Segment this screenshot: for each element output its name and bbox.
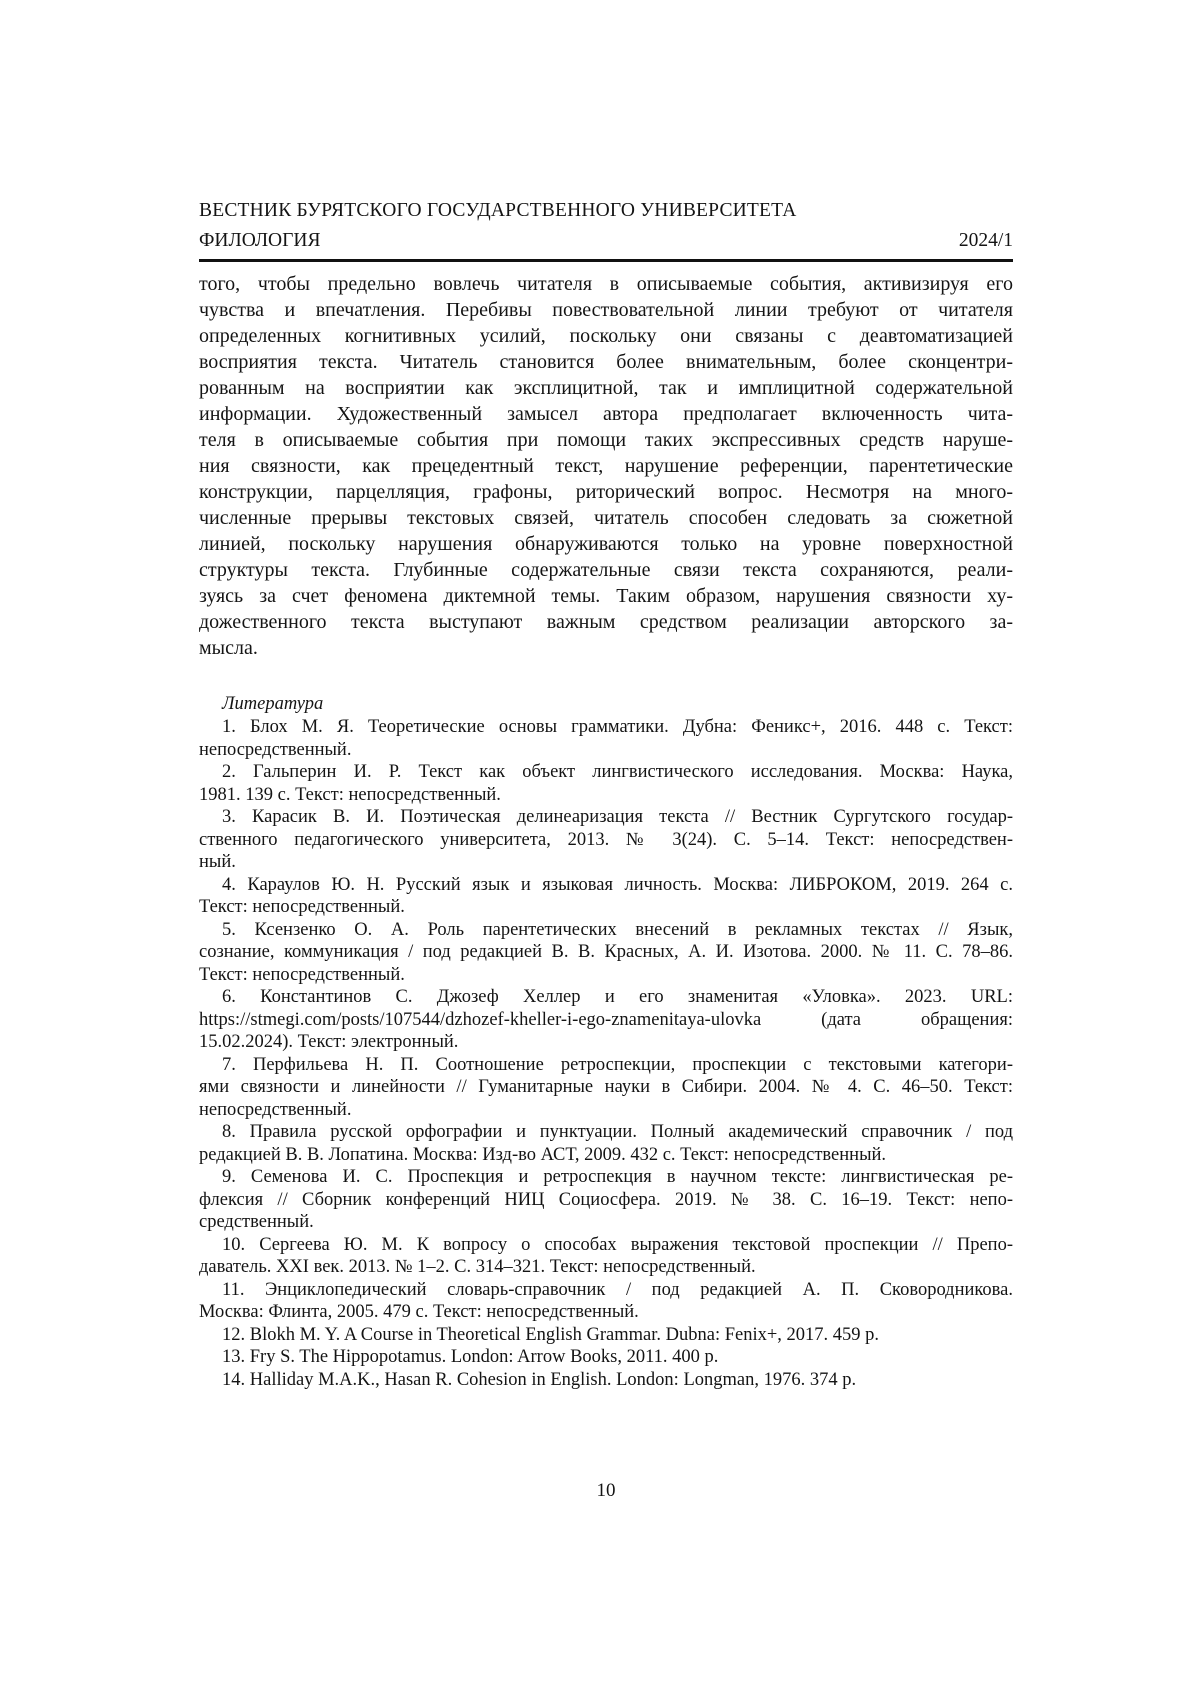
reference-item xyxy=(199,1121,1013,1166)
reference-line: 3. Карасик В. И. Поэтическая делинеаризация текста // Вестник Сургутского государ- xyxy=(222,807,1013,827)
reference-line: 6. Константинов С. Джозеф Хеллер и его знаменитая «Уловка». 2023. URL: xyxy=(222,987,1013,1007)
paragraph-line: ния связности, как прецедентный текст, нарушение референции, парентетические xyxy=(199,455,1013,477)
reference-line: редакцией В. В. Лопатина. Москва: Изд-во АСТ, 2009. 432 с. Текст: непосредственный. xyxy=(199,1144,887,1165)
reference-item xyxy=(199,1324,1013,1347)
paragraph-line: информации. Художественный замысел автора предполагает включенность чита- xyxy=(199,403,1013,425)
reference-line: ный. xyxy=(199,852,236,872)
reference-line: 5. Ксензенко О. А. Роль парентетических внесений в рекламных текстах // Язык, xyxy=(222,919,1013,940)
reference-item xyxy=(199,919,1013,987)
reference-item xyxy=(199,1346,1013,1369)
reference-line: 11. Энциклопедический словарь-справочник / под редакцией А. П. Сковородникова. xyxy=(222,1279,1013,1300)
page-header xyxy=(199,196,1013,262)
reference-line: ственного педагогического университета, 2013. № 3(24). С. 5–14. Текст: непосредствен- xyxy=(199,829,1013,850)
reference-line: 4. Караулов Ю. Н. Русский язык и языковая личность. Москва: ЛИБРОКОМ, 2019. 264 с. xyxy=(222,874,1013,895)
reference-item xyxy=(199,1166,1013,1234)
paragraph-line: конструкции, парцелляция, графоны, риторический вопрос. Несмотря на много- xyxy=(199,481,1013,503)
reference-line: 1981. 139 с. Текст: непосредственный. xyxy=(199,784,501,805)
reference-line: 15.02.2024). Текст: электронный. xyxy=(199,1032,459,1052)
reference-line: Текст: непосредственный. xyxy=(199,964,405,985)
reference-item xyxy=(199,716,1013,761)
reference-line: 7. Перфильева Н. П. Соотношение ретроспекции, проспекции с текстовыми категори- xyxy=(222,1054,1013,1075)
paragraph-line: теля в описываемые события при помощи таких экспрессивных средств наруше- xyxy=(199,429,1013,451)
reference-line: Текст: непосредственный. xyxy=(199,897,405,917)
journal-title: ВЕСТНИК БУРЯТСКОГО ГОСУДАРСТВЕННОГО УНИВЕРСИТЕТА xyxy=(199,200,797,221)
header-row xyxy=(199,226,1013,256)
reference-line: 12. Blokh M. Y. A Course in Theoretical English Grammar. Dubna: Fenix+, 2017. 459 p. xyxy=(222,1324,880,1345)
page-number: 10 xyxy=(596,1480,616,1501)
paragraph-line: дожественного текста выступают важным средством реализации авторского за- xyxy=(199,611,1013,633)
reference-item xyxy=(199,761,1013,806)
reference-line: https://stmegi.com/posts/107544/dzhozef-kheller-i-ego-znamenitaya-ulovka (дата обращения: xyxy=(199,1009,1013,1030)
reference-item xyxy=(199,986,1013,1054)
reference-line: 1. Блох М. Я. Теоретические основы грамматики. Дубна: Феникс+, 2016. 448 с. Текст: xyxy=(222,717,1013,737)
reference-line: 13. Fry S. The Hippopotamus. London: Arrow Books, 2011. 400 p. xyxy=(222,1347,719,1367)
paragraph-line: восприятия текста. Читатель становится более внимательным, более сконцентри- xyxy=(199,351,1013,373)
reference-line: средственный. xyxy=(199,1212,314,1232)
reference-line: даватель. XXI век. 2013. № 1–2. С. 314–321. Текст: непосредственный. xyxy=(199,1257,756,1277)
reference-line: флексия // Сборник конференций НИЦ Социосфера. 2019. № 38. С. 16–19. Текст: непо- xyxy=(199,1189,1013,1210)
reference-line: 14. Halliday M.A.K., Hasan R. Cohesion in English. London: Longman, 1976. 374 p. xyxy=(222,1369,857,1390)
bibliography-heading: Литература xyxy=(222,694,324,714)
reference-line: сознание, коммуникация / под редакцией В. В. Красных, А. И. Изотова. 2000. № 11. С. 78–86. xyxy=(199,942,1013,962)
header-rule xyxy=(199,259,1013,262)
reference-item xyxy=(199,806,1013,874)
reference-line: ями связности и линейности // Гуманитарные науки в Сибири. 2004. № 4. С. 46–50. Текст: xyxy=(199,1077,1013,1097)
paragraph-line: зуясь за счет феномена диктемной темы. Таким образом, нарушения связности ху- xyxy=(199,585,1013,607)
paragraph-line: численные прерывы текстовых связей, читатель способен следовать за сюжетной xyxy=(199,507,1013,529)
paragraph-line: мысла. xyxy=(199,637,258,659)
issue-number: 2024/1 xyxy=(958,230,1013,251)
reference-line: непосредственный. xyxy=(199,739,352,760)
reference-item xyxy=(199,1234,1013,1279)
paragraph-line: структуры текста. Глубинные содержательные связи текста сохраняются, реали- xyxy=(199,559,1013,581)
reference-item xyxy=(199,1369,1013,1392)
reference-line: 10. Сергеева Ю. М. К вопросу о способах выражения текстовой проспекции // Препо- xyxy=(222,1234,1013,1255)
paragraph-line: рованным на восприятии как эксплицитной, так и имплицитной содержательной xyxy=(199,377,1013,399)
reference-line: 8. Правила русской орфографии и пунктуации. Полный академический справочник / под xyxy=(222,1122,1013,1142)
reference-line: 9. Семенова И. С. Проспекция и ретроспекция в научном тексте: лингвистическая ре- xyxy=(222,1167,1013,1187)
paragraph-line: определенных когнитивных усилий, поскольку они связаны с деавтоматизацией xyxy=(199,325,1013,347)
paragraph-line: линией, поскольку нарушения обнаруживаются только на уровне поверхностной xyxy=(199,533,1013,555)
reference-item xyxy=(199,1279,1013,1324)
reference-list xyxy=(199,716,1013,1391)
reference-line: Москва: Флинта, 2005. 479 с. Текст: непосредственный. xyxy=(199,1302,639,1322)
paragraph-line: того, чтобы предельно вовлечь читателя в описываемые события, активизируя его xyxy=(199,273,1013,295)
section-title: ФИЛОЛОГИЯ xyxy=(199,230,321,251)
reference-line: 2. Гальперин И. Р. Текст как объект лингвистического исследования. Москва: Наука, xyxy=(222,762,1013,782)
paragraph-line: чувства и впечатления. Перебивы повествовательной линии требуют от читателя xyxy=(199,299,1013,321)
body-paragraph xyxy=(199,271,1013,661)
reference-item xyxy=(199,1054,1013,1122)
reference-item xyxy=(199,874,1013,919)
text-block xyxy=(199,196,1013,1391)
reference-line: непосредственный. xyxy=(199,1099,352,1120)
